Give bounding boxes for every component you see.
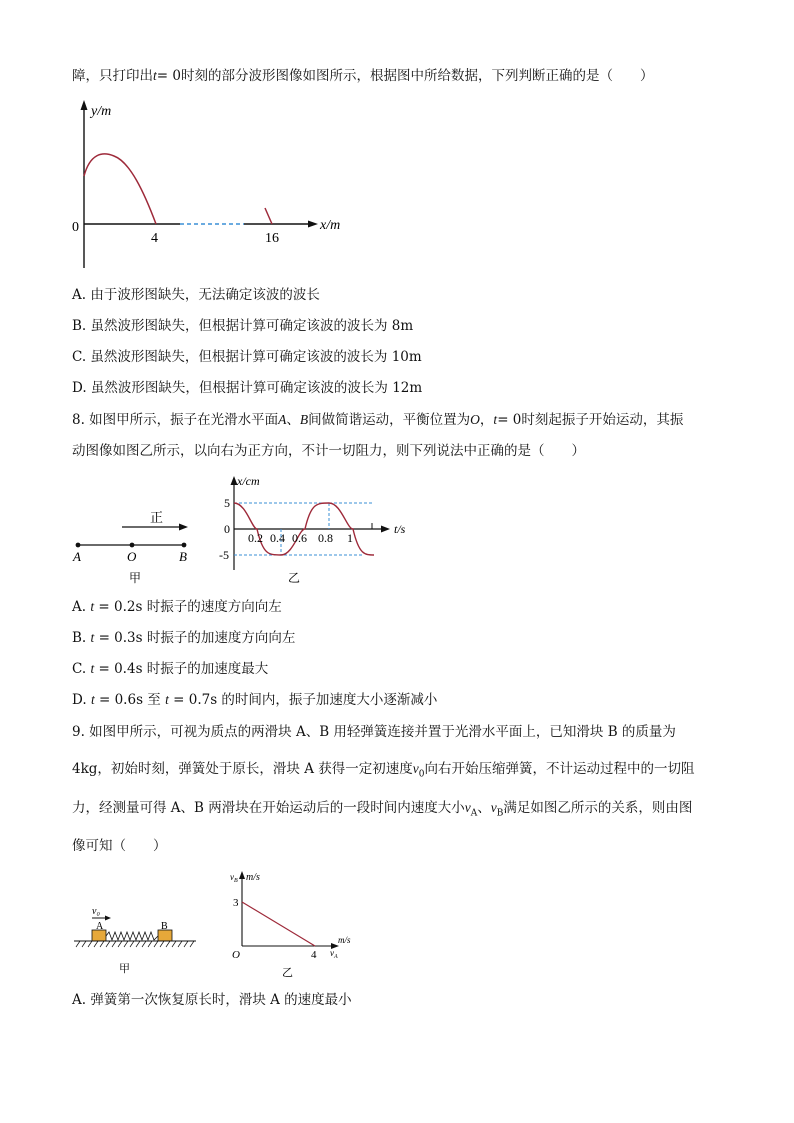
- block-a-label: A: [96, 921, 104, 932]
- time-axis-label: t/s: [394, 522, 406, 536]
- y-axis-arrow-icon: [81, 100, 88, 110]
- figure-caption-yi: 乙: [282, 967, 293, 979]
- va-axis-sub: A: [334, 954, 338, 960]
- vb-va-line: [242, 902, 315, 946]
- figure-caption-yi: 乙: [288, 571, 301, 585]
- point-o-dot: [130, 543, 135, 548]
- x-tick-16: 16: [265, 231, 279, 246]
- option-text: = 0.4s 时振子的加速度最大: [94, 661, 269, 677]
- option-var: t: [90, 692, 95, 707]
- q7-wave-figure: [60, 96, 360, 276]
- q9-text: 向右开始压缩弹簧，不计运动过程中的一切阻: [424, 761, 695, 777]
- q9-stem-line1: 9. 如图甲所示，可视为质点的两滑块 A、B 用轻弹簧连接并置于光滑水平面上，已知滑块 B 的质量为: [72, 724, 676, 740]
- q7-option-c[interactable]: C. 虽然波形图缺失，但根据计算可确定该波的波长为 10m: [72, 349, 422, 365]
- q8-figure-yi: [212, 472, 432, 588]
- x-axis-label: x/m: [320, 218, 341, 233]
- time-axis-arrow-icon: [381, 526, 390, 533]
- q8-option-b[interactable]: [72, 628, 295, 648]
- q9-stem-line2: [72, 759, 694, 785]
- x-tick-4: 4: [151, 231, 158, 246]
- option-prefix: B.: [72, 630, 91, 646]
- q7-stem-part: = 0时刻的部分波形图像如图所示，根据图中所给数据，下列判断正确的是（ ）: [156, 68, 654, 84]
- origin-label: 0: [72, 220, 79, 235]
- q8-stem-line2: 动图像如图乙所示，以向右为正方向，不计一切阻力，则下列说法中正确的是（ ）: [72, 443, 585, 459]
- t-tick-0.2: 0.2: [248, 531, 263, 545]
- y-axis-label: y/m: [91, 104, 112, 119]
- t-tick-1: 1: [347, 531, 353, 545]
- wave-curve: [84, 154, 156, 224]
- q8-var: A: [278, 412, 287, 427]
- vb-axis-sub: B: [234, 878, 238, 884]
- v0-label: v₀: [92, 906, 100, 917]
- va-axis-symbol: [330, 948, 338, 960]
- direction-arrow-icon: [179, 524, 188, 531]
- spring: [106, 932, 158, 940]
- option-var: t: [165, 692, 169, 707]
- t-tick-0.4: 0.4: [270, 531, 285, 545]
- q9-stem-line3: [72, 798, 692, 824]
- q8-var: B: [299, 412, 309, 427]
- x-axis-arrow-icon: [308, 221, 318, 228]
- q9-option-a[interactable]: A. 弹簧第一次恢复原长时，滑块 A 的速度最小: [72, 992, 352, 1008]
- va-axis-v: v: [330, 948, 334, 958]
- point-a-label: A: [73, 549, 81, 564]
- point-b-label: B: [179, 549, 187, 564]
- q8-text: 、: [286, 412, 300, 428]
- option-var: t: [90, 599, 95, 614]
- q9-var-sub: B: [496, 808, 504, 819]
- q9-stem-line4: 像可知（ ）: [72, 838, 167, 854]
- tick-pos5: 5: [224, 496, 230, 510]
- origin-label: O: [232, 949, 240, 961]
- point-b-dot: [182, 543, 187, 548]
- ground-hatching: [76, 941, 194, 947]
- q7-stem-part: 障，只打印出: [72, 68, 153, 84]
- q7-stem-var: t: [153, 68, 157, 83]
- point-a-dot: [76, 543, 81, 548]
- q8-text: = 0时刻起振子开始运动，其振: [497, 412, 684, 428]
- q8-option-d[interactable]: [72, 690, 437, 710]
- q9-var-sub: A: [470, 808, 478, 819]
- q9-var: v: [490, 800, 497, 815]
- figure-caption-jia: 甲: [119, 963, 130, 975]
- q9-text: 力，经测量可得 A、B 两滑块在开始运动后的一段时间内速度大小: [72, 800, 465, 816]
- tick-4: 4: [311, 949, 317, 961]
- q9-figure-jia: [72, 900, 202, 980]
- q8-option-a[interactable]: [72, 597, 282, 617]
- q8-stem-line1: [72, 410, 683, 430]
- option-text: = 0.6s 至: [94, 692, 166, 708]
- q8-text: 间做简谐运动，平衡位置为: [308, 412, 471, 428]
- option-var: t: [90, 661, 95, 676]
- t-tick-0.6: 0.6: [292, 531, 307, 545]
- option-text: = 0.7s 的时间内，振子加速度大小逐渐减小: [168, 692, 438, 708]
- q8-var: O: [470, 412, 480, 427]
- q7-option-b[interactable]: B. 虽然波形图缺失，但根据计算可确定该波的波长为 8m: [72, 318, 414, 334]
- q9-text: 、: [477, 800, 491, 816]
- t-tick-0.8: 0.8: [318, 531, 333, 545]
- option-prefix: D.: [72, 692, 91, 708]
- vb-axis-unit: m/s: [246, 872, 260, 883]
- option-text: = 0.2s 时振子的速度方向向左: [94, 599, 282, 615]
- q8-text: 8. 如图甲所示，振子在光滑水平面: [72, 412, 279, 428]
- q8-option-c[interactable]: [72, 659, 268, 679]
- q9-text: 4kg，初始时刻，弹簧处于原长，滑块 A 获得一定初速度: [72, 761, 413, 777]
- point-o-label: O: [127, 549, 137, 564]
- vb-axis-v: v: [230, 872, 234, 882]
- q9-var: v: [412, 761, 419, 776]
- tick-zero: 0: [224, 522, 230, 536]
- v0-arrow-icon: [105, 916, 111, 921]
- tick-3: 3: [233, 897, 239, 909]
- option-var: t: [90, 630, 95, 645]
- option-prefix: C.: [72, 661, 91, 677]
- q7-option-a[interactable]: A. 由于波形图缺失，无法确定该波的波长: [72, 287, 320, 303]
- q9-var: v: [464, 800, 471, 815]
- q8-text: ，: [479, 412, 494, 428]
- q7-option-d[interactable]: D. 虽然波形图缺失，但根据计算可确定该波的波长为 12m: [72, 380, 423, 396]
- va-axis-unit: m/s: [338, 935, 351, 945]
- q9-text: 满足如图乙所示的关系，则由图: [503, 800, 693, 816]
- figure-caption-jia: 甲: [129, 571, 142, 585]
- q9-figure-yi: [220, 868, 380, 980]
- q9-var-sub: 0: [418, 769, 425, 780]
- displacement-axis-label: x/cm: [237, 474, 260, 488]
- q8-var: t: [493, 412, 498, 427]
- vb-axis-arrow-icon: [239, 871, 245, 879]
- wave-curve-end: [265, 208, 272, 224]
- q7-stem: [72, 66, 653, 86]
- block-b-label: B: [161, 921, 168, 932]
- q8-figure-jia: [66, 500, 206, 590]
- tick-neg5: -5: [219, 548, 229, 562]
- vb-axis-symbol: [230, 872, 238, 884]
- option-text: = 0.3s 时振子的加速度方向向左: [94, 630, 296, 646]
- positive-direction-label: 正: [150, 510, 164, 525]
- option-prefix: A.: [72, 599, 91, 615]
